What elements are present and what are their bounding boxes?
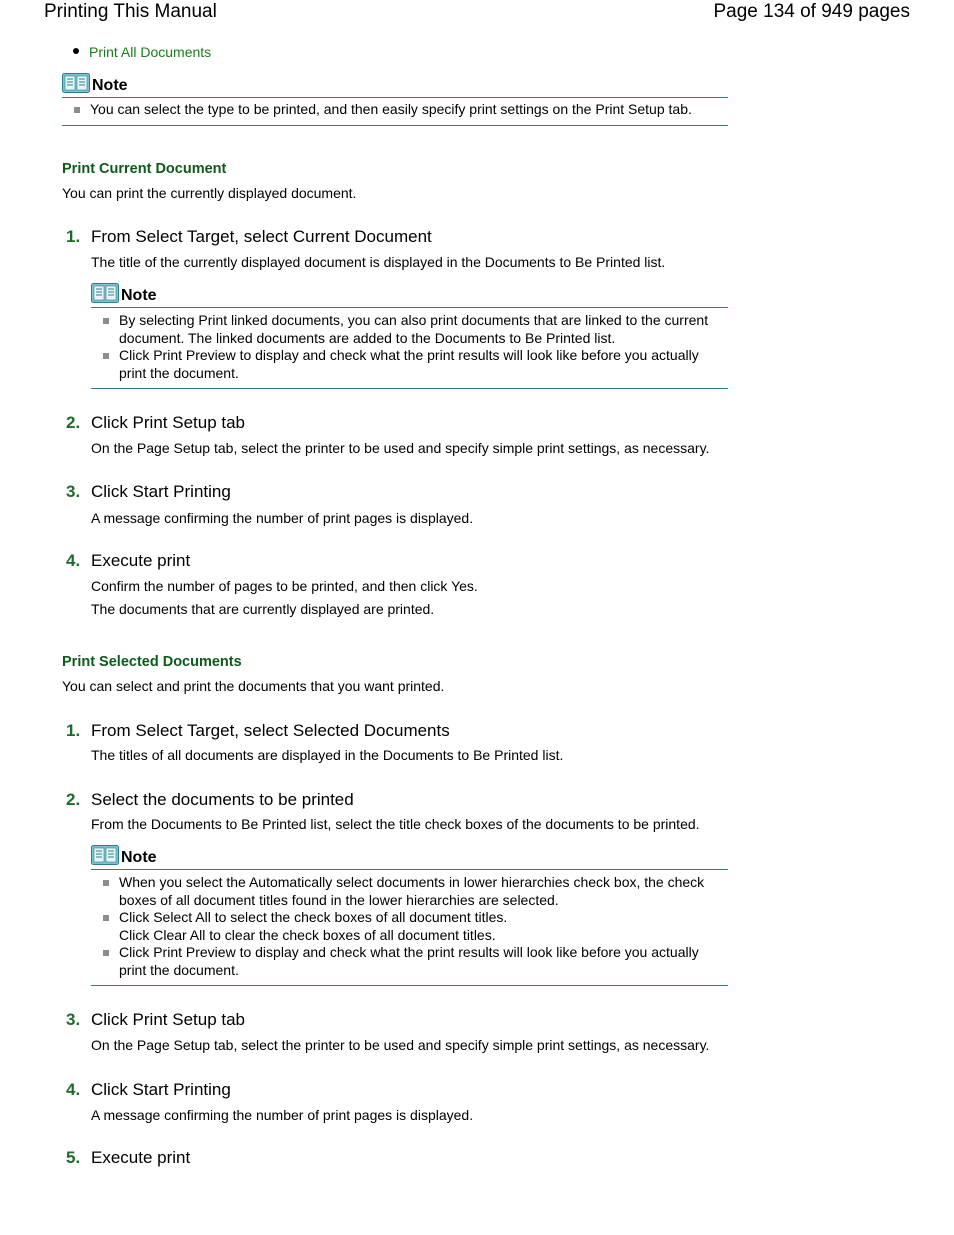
step-title: Execute print [91,1148,191,1167]
section-title: Print Selected Documents [62,654,242,670]
square-bullet-icon [74,107,80,113]
note-item: By selecting Print linked documents, you can also print documents that are linked to the current document. The linked documents are added to the Documents to Be Printed list. [91,312,728,347]
square-bullet-icon [103,950,109,956]
print-all-documents-link[interactable]: Print All Documents [89,44,212,60]
note-box [62,73,728,126]
note-item: When you select the Automatically select documents in lower hierarchies check box, the check boxes of all document titles found in the lower hierarchies are selected. [91,874,728,909]
step-description: A message confirming the number of print pages is displayed. [91,510,474,526]
note-item: Click Print Preview to display and check what the print results will look like before you actually print the document. [91,347,728,382]
square-bullet-icon [103,880,109,886]
step-number: 1. [66,721,81,740]
step-description: The documents that are currently displayed are printed. [91,601,435,617]
step-description: A message confirming the number of print pages is displayed. [91,1107,474,1123]
note-item: Click Select All to select the check boxes of all document titles. Click Clear All to clear the check boxes of all document titles. [91,909,728,944]
step-title: From Select Target, select Selected Documents [91,721,450,740]
step-title: Click Print Setup tab [91,413,246,432]
step-number: 5. [66,1148,81,1167]
step-description: The titles of all documents are displayed in the Documents to Be Printed list. [91,747,564,763]
document-title: Printing This Manual [44,1,217,22]
note-title: Note [92,77,128,94]
note-book-icon [62,73,90,93]
step-number: 4. [66,551,81,570]
step-description: On the Page Setup tab, select the printer to be used and specify simple print settings, as necessary. [91,440,710,456]
step-number: 1. [66,227,81,246]
step-number: 4. [66,1080,81,1099]
square-bullet-icon [103,353,109,359]
step-description: Confirm the number of pages to be printed, and then click Yes. [91,578,478,594]
note-book-icon [91,283,119,303]
step-title: Click Start Printing [91,482,231,501]
step-title: Click Start Printing [91,1080,231,1099]
note-divider [62,125,728,126]
note-divider [91,388,728,389]
step-number: 2. [66,413,81,432]
note-title: Note [121,287,157,304]
step-description: On the Page Setup tab, select the printer to be used and specify simple print settings, as necessary. [91,1037,710,1053]
page-indicator: Page 134 of 949 pages [713,1,910,22]
bullet-icon [73,48,79,54]
section-intro: You can print the currently displayed document. [62,185,357,201]
section-title: Print Current Document [62,161,227,177]
step-number: 3. [66,1010,81,1029]
note-divider [91,869,728,870]
step-title: Select the documents to be printed [91,790,354,809]
step-title: From Select Target, select Current Document [91,227,432,246]
note-title: Note [121,849,157,866]
note-item: Click Print Preview to display and check what the print results will look like before you actually print the document. [91,944,728,979]
note-book-icon [91,845,119,865]
step-description: From the Documents to Be Printed list, select the title check boxes of the documents to be printed. [91,816,700,832]
step-description: The title of the currently displayed document is displayed in the Documents to Be Printed list. [91,254,666,270]
note-divider [62,97,728,98]
step-title: Execute print [91,551,191,570]
step-number: 2. [66,790,81,809]
section-intro: You can select and print the documents that you want printed. [62,678,445,694]
step-title: Click Print Setup tab [91,1010,246,1029]
note-divider [91,985,728,986]
note-divider [91,307,728,308]
note-box [91,845,728,986]
square-bullet-icon [103,915,109,921]
square-bullet-icon [103,318,109,324]
note-item: You can select the type to be printed, and then easily specify print settings on the Print Setup tab. [62,101,728,119]
step-number: 3. [66,482,81,501]
note-box [91,283,728,389]
